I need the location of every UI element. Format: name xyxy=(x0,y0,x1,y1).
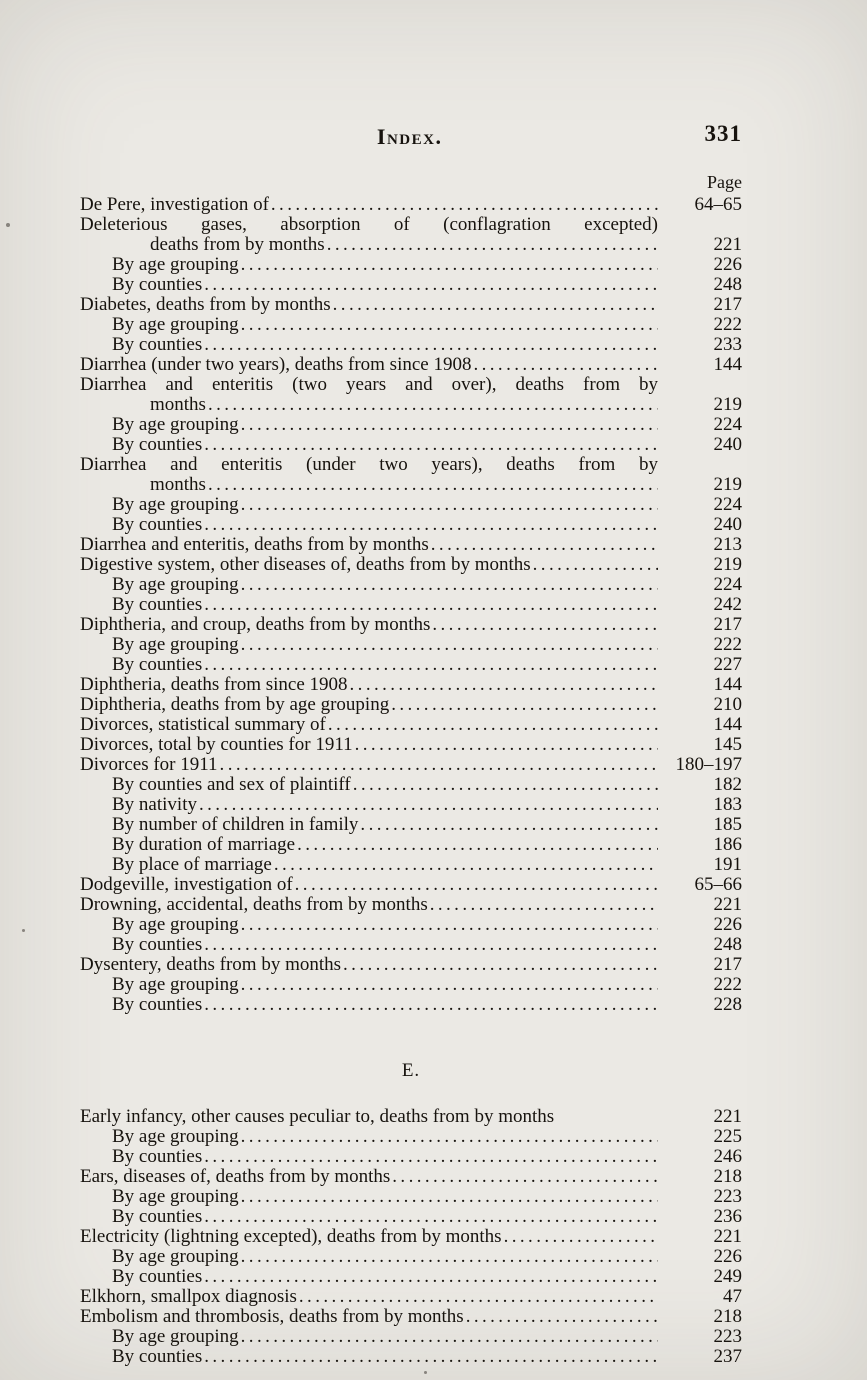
dot-leader xyxy=(326,715,658,735)
entry-text: Deleterious gases, absorption of (conflagration excepted) xyxy=(80,214,658,235)
dot-leader xyxy=(218,755,658,775)
dot-leader xyxy=(239,975,658,995)
text-block xyxy=(80,0,742,1367)
scan-speck xyxy=(22,929,25,932)
entry-page: 248 xyxy=(713,934,742,955)
index-entry xyxy=(80,1187,742,1207)
page-column-label: Page xyxy=(707,172,742,192)
entry-text: By counties xyxy=(112,434,203,455)
entry-text: By age grouping xyxy=(112,974,239,995)
entry-page: 248 xyxy=(713,274,742,295)
entry-page: 240 xyxy=(713,514,742,535)
index-entry xyxy=(80,815,742,835)
entry-page: 222 xyxy=(713,974,742,995)
entry-text: By age grouping xyxy=(112,414,239,435)
index-entry xyxy=(80,435,742,455)
dot-leader xyxy=(471,355,658,375)
entry-text: By counties xyxy=(112,1146,203,1167)
entry-page: 65–66 xyxy=(694,874,742,895)
entry-page: 191 xyxy=(713,854,742,875)
entry-page: 224 xyxy=(713,494,742,515)
entry-page: 144 xyxy=(713,354,742,375)
entry-page: 224 xyxy=(713,574,742,595)
index-entry xyxy=(80,195,742,215)
scan-speck xyxy=(6,223,10,227)
entry-page: 145 xyxy=(713,734,742,755)
entry-text: By counties and sex of plaintiff xyxy=(112,774,351,795)
dot-leader xyxy=(351,775,658,795)
entry-text: Diarrhea and enteritis, deaths from by months xyxy=(80,534,429,555)
index-entry xyxy=(80,895,742,915)
dot-leader xyxy=(202,935,658,955)
entry-page: 226 xyxy=(713,254,742,275)
entry-page: 249 xyxy=(713,1266,742,1287)
page-number: 331 xyxy=(704,121,742,146)
entry-page: 233 xyxy=(713,334,742,355)
dot-leader xyxy=(331,295,658,315)
entry-page: 144 xyxy=(713,714,742,735)
entry-text: By counties xyxy=(112,654,203,675)
entry-text: By counties xyxy=(112,1206,203,1227)
entry-text: Early infancy, other causes peculiar to, deaths from by months xyxy=(80,1106,555,1127)
entry-page: 217 xyxy=(713,294,742,315)
page-header xyxy=(80,116,742,148)
entry-text: Diphtheria, deaths from since 1908 xyxy=(80,674,348,695)
index-entry xyxy=(80,735,742,755)
entry-text: Ears, diseases of, deaths from by months xyxy=(80,1166,391,1187)
entry-text: By duration of marriage xyxy=(112,834,296,855)
index-entry xyxy=(80,1147,742,1167)
entry-text: By counties xyxy=(112,1346,203,1367)
dot-leader xyxy=(297,1287,658,1307)
entry-text: By counties xyxy=(112,334,203,355)
index-entry xyxy=(80,415,742,435)
entry-page: 219 xyxy=(713,554,742,575)
index-list xyxy=(80,195,742,1367)
entry-text: By age grouping xyxy=(112,494,239,515)
index-entry xyxy=(80,475,742,495)
entry-text: Dysentery, deaths from by months xyxy=(80,954,342,975)
entry-text: By age grouping xyxy=(112,634,239,655)
entry-page: 213 xyxy=(713,534,742,555)
entry-text: By counties xyxy=(112,594,203,615)
entry-page: 219 xyxy=(713,474,742,495)
entry-page: 223 xyxy=(713,1326,742,1347)
entry-text: By age grouping xyxy=(112,254,239,275)
index-entry xyxy=(80,795,742,815)
entry-text: By number of children in family xyxy=(112,814,359,835)
entry-page: 224 xyxy=(713,414,742,435)
dot-leader xyxy=(269,195,658,215)
entry-text: By age grouping xyxy=(112,1186,239,1207)
dot-leader xyxy=(502,1227,658,1247)
entry-text: Electricity (lightning excepted), deaths from by months xyxy=(80,1226,502,1247)
entry-text: months xyxy=(150,394,206,415)
dot-leader xyxy=(202,595,658,615)
entry-page: 186 xyxy=(713,834,742,855)
entry-text: Elkhorn, smallpox diagnosis xyxy=(80,1286,297,1307)
index-entry xyxy=(80,715,742,735)
dot-leader xyxy=(430,615,658,635)
index-entry xyxy=(80,455,742,475)
dot-leader xyxy=(239,915,658,935)
index-entry xyxy=(80,975,742,995)
index-entry xyxy=(80,695,742,715)
index-entry xyxy=(80,575,742,595)
entry-text: By counties xyxy=(112,1266,203,1287)
index-entry xyxy=(80,535,742,555)
entry-text: By age grouping xyxy=(112,1326,239,1347)
index-entry xyxy=(80,655,742,675)
dot-leader xyxy=(348,675,658,695)
dot-leader xyxy=(202,1207,658,1227)
entry-page: 240 xyxy=(713,434,742,455)
index-entry xyxy=(80,775,742,795)
entry-text: Diabetes, deaths from by months xyxy=(80,294,331,315)
entry-page: 221 xyxy=(713,1226,742,1247)
dot-leader xyxy=(197,795,658,815)
index-entry xyxy=(80,335,742,355)
dot-leader xyxy=(531,555,658,575)
dot-leader xyxy=(239,1127,658,1147)
entry-page: 242 xyxy=(713,594,742,615)
section-heading: E. xyxy=(401,1060,421,1081)
entry-page: 226 xyxy=(713,914,742,935)
entry-page: 218 xyxy=(713,1306,742,1327)
index-entry xyxy=(80,495,742,515)
dot-leader xyxy=(239,255,658,275)
dot-leader xyxy=(464,1307,658,1327)
entry-text: Divorces, total by counties for 1911 xyxy=(80,734,353,755)
entry-page: 226 xyxy=(713,1246,742,1267)
entry-text: Divorces, statistical summary of xyxy=(80,714,326,735)
entry-text: By counties xyxy=(112,994,203,1015)
entry-text: Dodgeville, investigation of xyxy=(80,874,293,895)
dot-leader xyxy=(202,435,658,455)
dot-leader xyxy=(202,335,658,355)
index-entry xyxy=(80,395,742,415)
entry-page: 221 xyxy=(713,1106,742,1127)
index-entry xyxy=(80,255,742,275)
index-entry xyxy=(80,375,742,395)
dot-leader xyxy=(341,955,658,975)
index-entry xyxy=(80,855,742,875)
entry-text: By age grouping xyxy=(112,1126,239,1147)
entry-text: By age grouping xyxy=(112,1246,239,1267)
entry-page: 221 xyxy=(713,234,742,255)
index-entry xyxy=(80,295,742,315)
scan-speck xyxy=(424,1371,427,1374)
entry-page: 221 xyxy=(713,894,742,915)
dot-leader xyxy=(325,235,658,255)
index-entry xyxy=(80,1307,742,1327)
entry-page: 144 xyxy=(713,674,742,695)
index-entry xyxy=(80,1167,742,1187)
entry-text: De Pere, investigation of xyxy=(80,194,269,215)
index-entry xyxy=(80,1247,742,1267)
entry-page: 210 xyxy=(713,694,742,715)
entry-text: By counties xyxy=(112,934,203,955)
entry-page: 217 xyxy=(713,614,742,635)
index-entry xyxy=(80,675,742,695)
index-entry xyxy=(80,995,742,1015)
dot-leader xyxy=(429,535,658,555)
entry-page: 218 xyxy=(713,1166,742,1187)
dot-leader xyxy=(295,835,658,855)
index-entry xyxy=(80,1347,742,1367)
index-entry xyxy=(80,1267,742,1287)
index-entry xyxy=(80,1287,742,1307)
entry-text: Embolism and thrombosis, deaths from by months xyxy=(80,1306,464,1327)
dot-leader xyxy=(202,655,658,675)
dot-leader xyxy=(272,855,658,875)
entry-page: 236 xyxy=(713,1206,742,1227)
dot-leader xyxy=(206,475,658,495)
index-entry xyxy=(80,515,742,535)
index-entry xyxy=(80,1227,742,1247)
index-entry xyxy=(80,935,742,955)
dot-leader xyxy=(202,1267,658,1287)
entry-text: By counties xyxy=(112,274,203,295)
entry-page: 237 xyxy=(713,1346,742,1367)
entry-page: 228 xyxy=(713,994,742,1015)
entry-text: Drowning, accidental, deaths from by months xyxy=(80,894,428,915)
index-entry xyxy=(80,555,742,575)
index-entry xyxy=(80,275,742,295)
index-entry xyxy=(80,1327,742,1347)
entry-text: By counties xyxy=(112,514,203,535)
entry-page: 47 xyxy=(723,1286,742,1307)
dot-leader xyxy=(202,1147,658,1167)
entry-page: 222 xyxy=(713,634,742,655)
dot-leader xyxy=(239,1247,658,1267)
entry-text: Diarrhea and enteritis (two years and over), deaths from by xyxy=(80,374,658,395)
entry-text: Diphtheria, deaths from by age grouping xyxy=(80,694,390,715)
entry-page: 222 xyxy=(713,314,742,335)
index-entry xyxy=(80,235,742,255)
entry-text: Diarrhea (under two years), deaths from since 1908 xyxy=(80,354,472,375)
index-entry xyxy=(80,1127,742,1147)
dot-leader xyxy=(202,1347,658,1367)
entry-text: By age grouping xyxy=(112,574,239,595)
entry-text: deaths from by months xyxy=(150,234,325,255)
index-entry xyxy=(80,955,742,975)
entry-page: 182 xyxy=(713,774,742,795)
dot-leader xyxy=(239,415,658,435)
dot-leader xyxy=(353,735,658,755)
index-entry xyxy=(80,875,742,895)
entry-page: 183 xyxy=(713,794,742,815)
index-entry xyxy=(80,915,742,935)
dot-leader xyxy=(239,575,658,595)
index-entry xyxy=(80,615,742,635)
index-entry xyxy=(80,1107,742,1127)
entry-page: 180–197 xyxy=(675,754,742,775)
entry-page: 219 xyxy=(713,394,742,415)
index-entry xyxy=(80,635,742,655)
index-entry xyxy=(80,1207,742,1227)
dot-leader xyxy=(293,875,658,895)
entry-text: months xyxy=(150,474,206,495)
index-entry xyxy=(80,315,742,335)
entry-text: Digestive system, other diseases of, deaths from by months xyxy=(80,554,531,575)
dot-leader xyxy=(390,1167,658,1187)
dot-leader xyxy=(239,635,658,655)
entry-text: Divorces for 1911 xyxy=(80,754,218,775)
entry-text: Diarrhea and enteritis (under two years), deaths from by xyxy=(80,454,658,475)
entry-text: By place of marriage xyxy=(112,854,272,875)
dot-leader xyxy=(206,395,658,415)
entry-text: By nativity xyxy=(112,794,197,815)
index-entry xyxy=(80,835,742,855)
entry-page: 217 xyxy=(713,954,742,975)
dot-leader xyxy=(389,695,658,715)
dot-leader xyxy=(428,895,658,915)
index-entry xyxy=(80,595,742,615)
entry-text: By age grouping xyxy=(112,314,239,335)
index-entry xyxy=(80,215,742,235)
entry-page: 227 xyxy=(713,654,742,675)
entry-page: 185 xyxy=(713,814,742,835)
dot-leader xyxy=(202,515,658,535)
dot-leader xyxy=(239,495,658,515)
dot-leader xyxy=(239,315,658,335)
entry-page: 64–65 xyxy=(694,194,742,215)
dot-leader xyxy=(358,815,658,835)
entry-text: By age grouping xyxy=(112,914,239,935)
page-title: Index. xyxy=(376,124,443,149)
entry-page: 225 xyxy=(713,1126,742,1147)
dot-leader xyxy=(202,275,658,295)
index-entry xyxy=(80,355,742,375)
entry-page: 223 xyxy=(713,1186,742,1207)
dot-leader xyxy=(239,1327,658,1347)
entry-page: 246 xyxy=(713,1146,742,1167)
dot-leader xyxy=(239,1187,658,1207)
index-entry xyxy=(80,755,742,775)
entry-text: Diphtheria, and croup, deaths from by months xyxy=(80,614,431,635)
dot-leader xyxy=(202,995,658,1015)
